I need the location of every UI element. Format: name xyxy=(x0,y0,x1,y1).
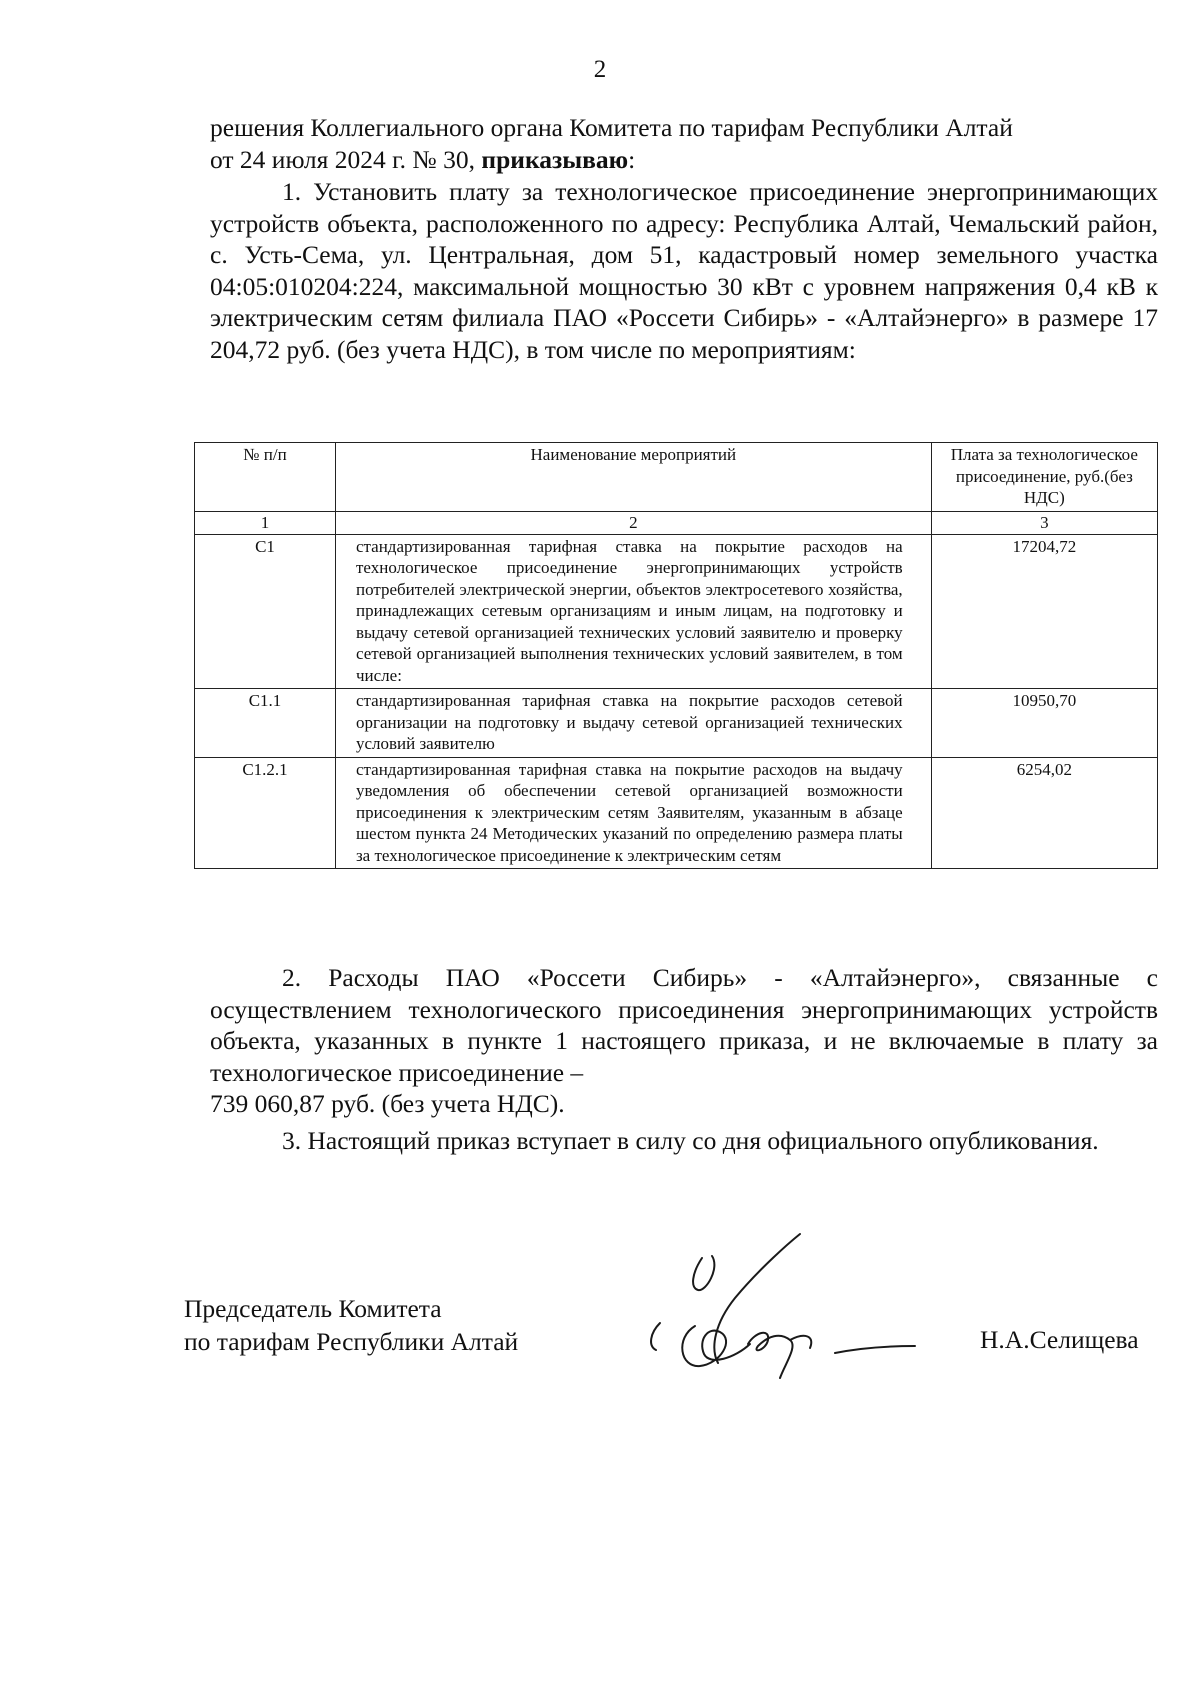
header-fee: Плата за технологическое присоединение, руб.(без НДС) xyxy=(931,443,1157,512)
column-number-2: 2 xyxy=(335,511,931,534)
intro-date-text: от 24 июля 2024 г. № 30, xyxy=(210,144,482,174)
header-name: Наименование мероприятий xyxy=(335,443,931,512)
column-number-3: 3 xyxy=(931,511,1157,534)
table-column-numbers-row xyxy=(195,511,1158,534)
handwritten-signature xyxy=(640,1228,930,1388)
item-2-paragraph xyxy=(210,962,1158,1120)
row-code: С1.2.1 xyxy=(195,757,336,869)
row-code: С1.1 xyxy=(195,689,336,758)
row-code: С1 xyxy=(195,534,336,689)
column-number-1: 1 xyxy=(195,511,336,534)
row-description: стандартизированная тарифная ставка на покрытие расходов сетевой организации на подготовку и выдачу сетевой организацией технических условий заявителю xyxy=(335,689,931,758)
item-3-paragraph: 3. Настоящий приказ вступает в силу со дня официального опубликования. xyxy=(282,1126,1099,1155)
row-description: стандартизированная тарифная ставка на покрытие расходов на технологическое присоединение энергопринимающих устройств потребителей электрической энергии, объектов электросетевого хозяйства, принадлежащих сетевым организациям и иным лицам, на подготовку и выдачу сетевой организацией технических условий заявителю и проверку сетевой организацией выполнения технических условий заявителем, в том числе: xyxy=(335,534,931,689)
position-line-1: Председатель Комитета xyxy=(184,1294,442,1323)
order-word: приказываю xyxy=(481,144,629,174)
intro-line-1: решения Коллегиального органа Комитета по тарифам Республики Алтай xyxy=(210,113,1013,142)
position-line-2: по тарифам Республики Алтай xyxy=(184,1327,519,1356)
item-2-amount: 739 060,87 руб. (без учета НДС). xyxy=(210,1089,565,1118)
signatory-name: Н.А.Селищева xyxy=(980,1325,1139,1354)
row-description: стандартизированная тарифная ставка на покрытие расходов на выдачу уведомления об обеспечении сетевой организацией возможности присоединения к электрическим сетям Заявителям, указанным в абзаце шестом пункта 24 Методических указаний по определению размера платы за технологическое присоединение к электрическим сетям xyxy=(335,757,931,869)
signatory-position xyxy=(184,1292,518,1358)
table-row xyxy=(195,534,1158,689)
page-number: 2 xyxy=(593,56,607,83)
table-header-row xyxy=(195,443,1158,512)
table-row xyxy=(195,689,1158,758)
row-value: 17204,72 xyxy=(931,534,1157,689)
intro-paragraph xyxy=(210,112,1158,175)
header-number: № п/п xyxy=(195,443,336,512)
intro-colon: : xyxy=(628,144,636,174)
item-2-text: 2. Расходы ПАО «Россети Сибирь» - «Алтайэнерго», связанные с осуществлением технологического присоединения энергопринимающих устройств объекта, указанных в пункте 1 настоящего приказа, и не включаемые в плату за технологическое присоединение – xyxy=(210,963,1158,1087)
table-row xyxy=(195,757,1158,869)
intro-line-2 xyxy=(210,144,1158,176)
row-value: 10950,70 xyxy=(931,689,1157,758)
item-1-paragraph: 1. Установить плату за технологическое присоединение энергопринимающих устройств объекта, расположенного по адресу: Республика Алтай, Чемальский район, с. Усть-Сема, ул. Центральная, дом 51, кадастровый номер земельного участка 04:05:010204:224, максимальной мощностью 30 кВт с уровнем напряжения 0,4 кВ к электрическим сетям филиала ПАО «Россети Сибирь» - «Алтайэнерго» в размере 17 204,72 руб. (без учета НДС), в том числе по мероприятиям: xyxy=(210,177,1158,364)
cost-table xyxy=(194,442,1158,869)
row-value: 6254,02 xyxy=(931,757,1157,869)
